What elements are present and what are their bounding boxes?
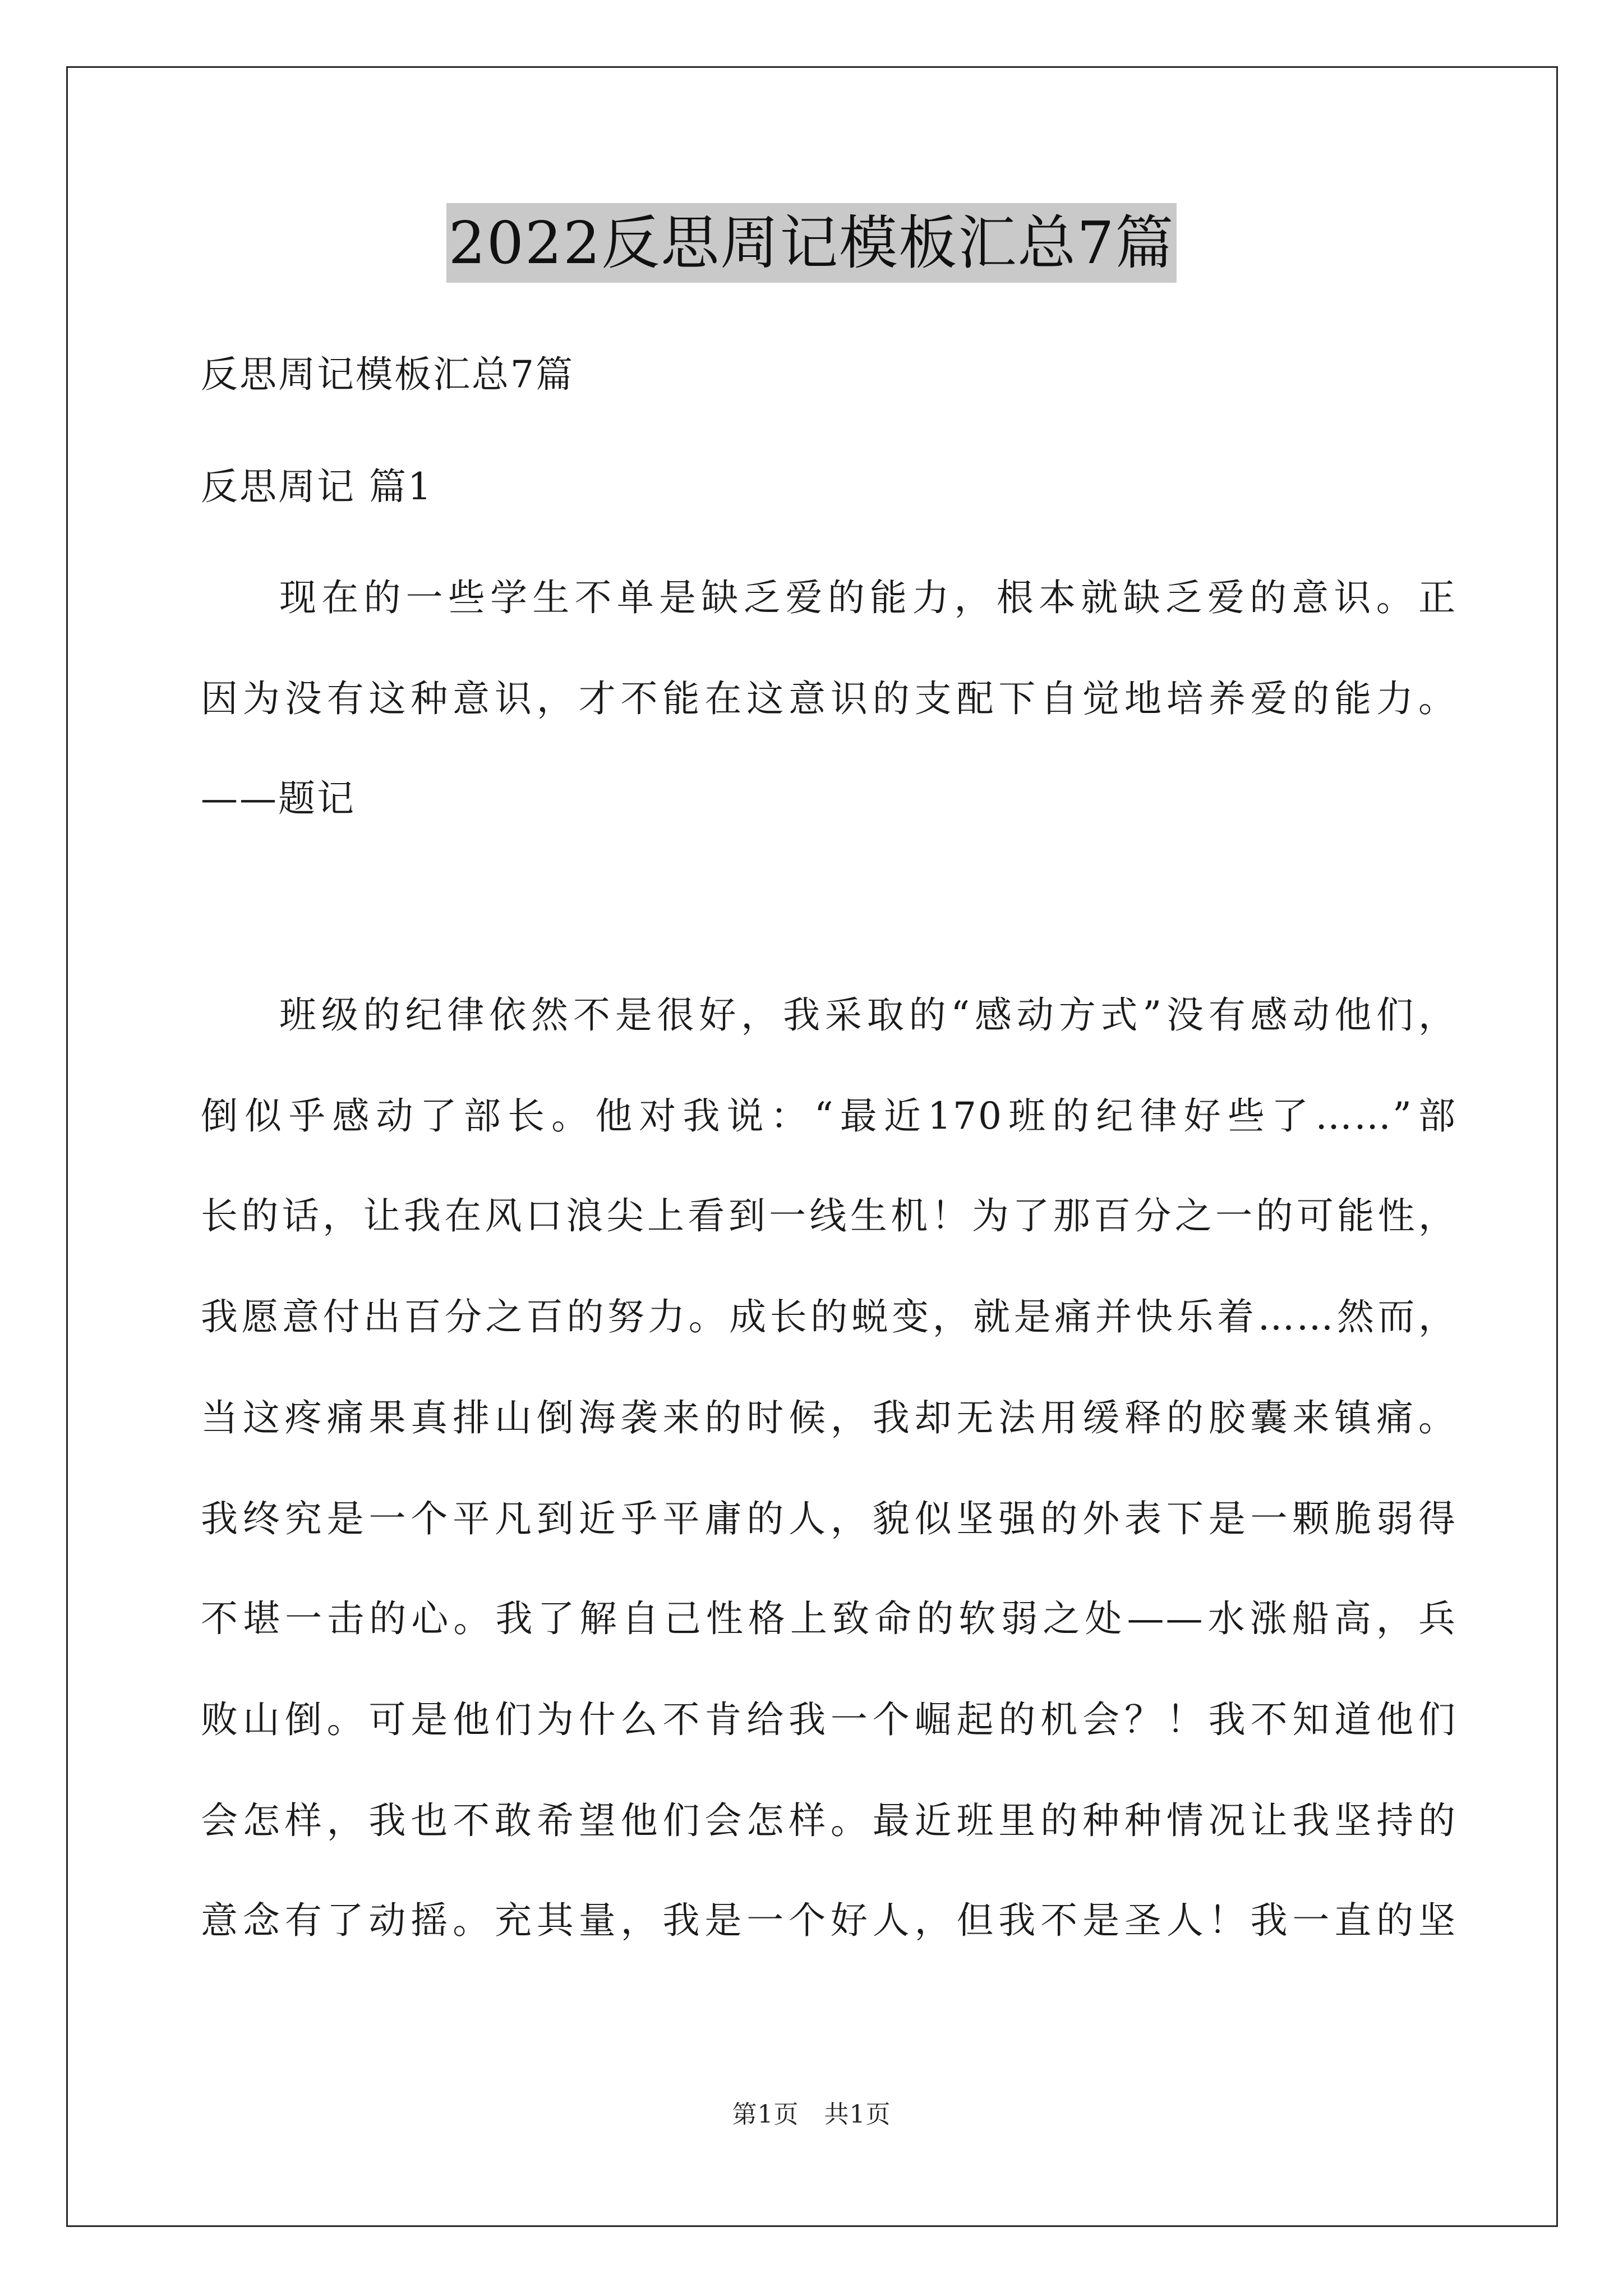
section-heading: 反思周记 篇1 xyxy=(201,465,433,508)
epigraph-attribution: ——题记 xyxy=(201,777,356,820)
epigraph-line: 现在的一些学生不单是缺乏爱的能力，根本就缺乏爱的意识。正 xyxy=(279,576,1457,619)
body-line: 长的话，让我在风口浪尖上看到一线生机！为了那百分之一的可能性， xyxy=(201,1194,1457,1237)
body-line: 不堪一击的心。我了解自己性格上致命的软弱之处——水涨船高，兵 xyxy=(201,1597,1457,1640)
body-line: 我愿意付出百分之百的努力。成长的蜕变，就是痛并快乐着……然而， xyxy=(201,1295,1457,1338)
body-line: 我终究是一个平凡到近乎平庸的人，貌似坚强的外表下是一颗脆弱得 xyxy=(201,1497,1457,1540)
epigraph-line: 因为没有这种意识，才不能在这意识的支配下自觉地培养爱的能力。 xyxy=(201,677,1457,720)
body-line: 意念有了动摇。充其量，我是一个好人，但我不是圣人！我一直的坚 xyxy=(201,1899,1457,1942)
body-line: 会怎样，我也不敢希望他们会怎样。最近班里的种种情况让我坚持的 xyxy=(201,1799,1457,1842)
page-footer: 第1页 共1页 xyxy=(732,2100,891,2129)
document-title: 2022反思周记模板汇总7篇 xyxy=(446,203,1177,283)
body-line: 败山倒。可是他们为什么不肯给我一个崛起的机会？！我不知道他们 xyxy=(201,1698,1457,1741)
body-line: 班级的纪律依然不是很好，我采取的“感动方式”没有感动他们， xyxy=(279,993,1457,1037)
subtitle: 反思周记模板汇总7篇 xyxy=(201,353,574,396)
title-container xyxy=(0,203,1623,283)
body-line: 倒似乎感动了部长。他对我说：“最近170班的纪律好些了……”部 xyxy=(201,1094,1457,1138)
body-line: 当这疼痛果真排山倒海袭来的时候，我却无法用缓释的胶囊来镇痛。 xyxy=(201,1396,1457,1439)
